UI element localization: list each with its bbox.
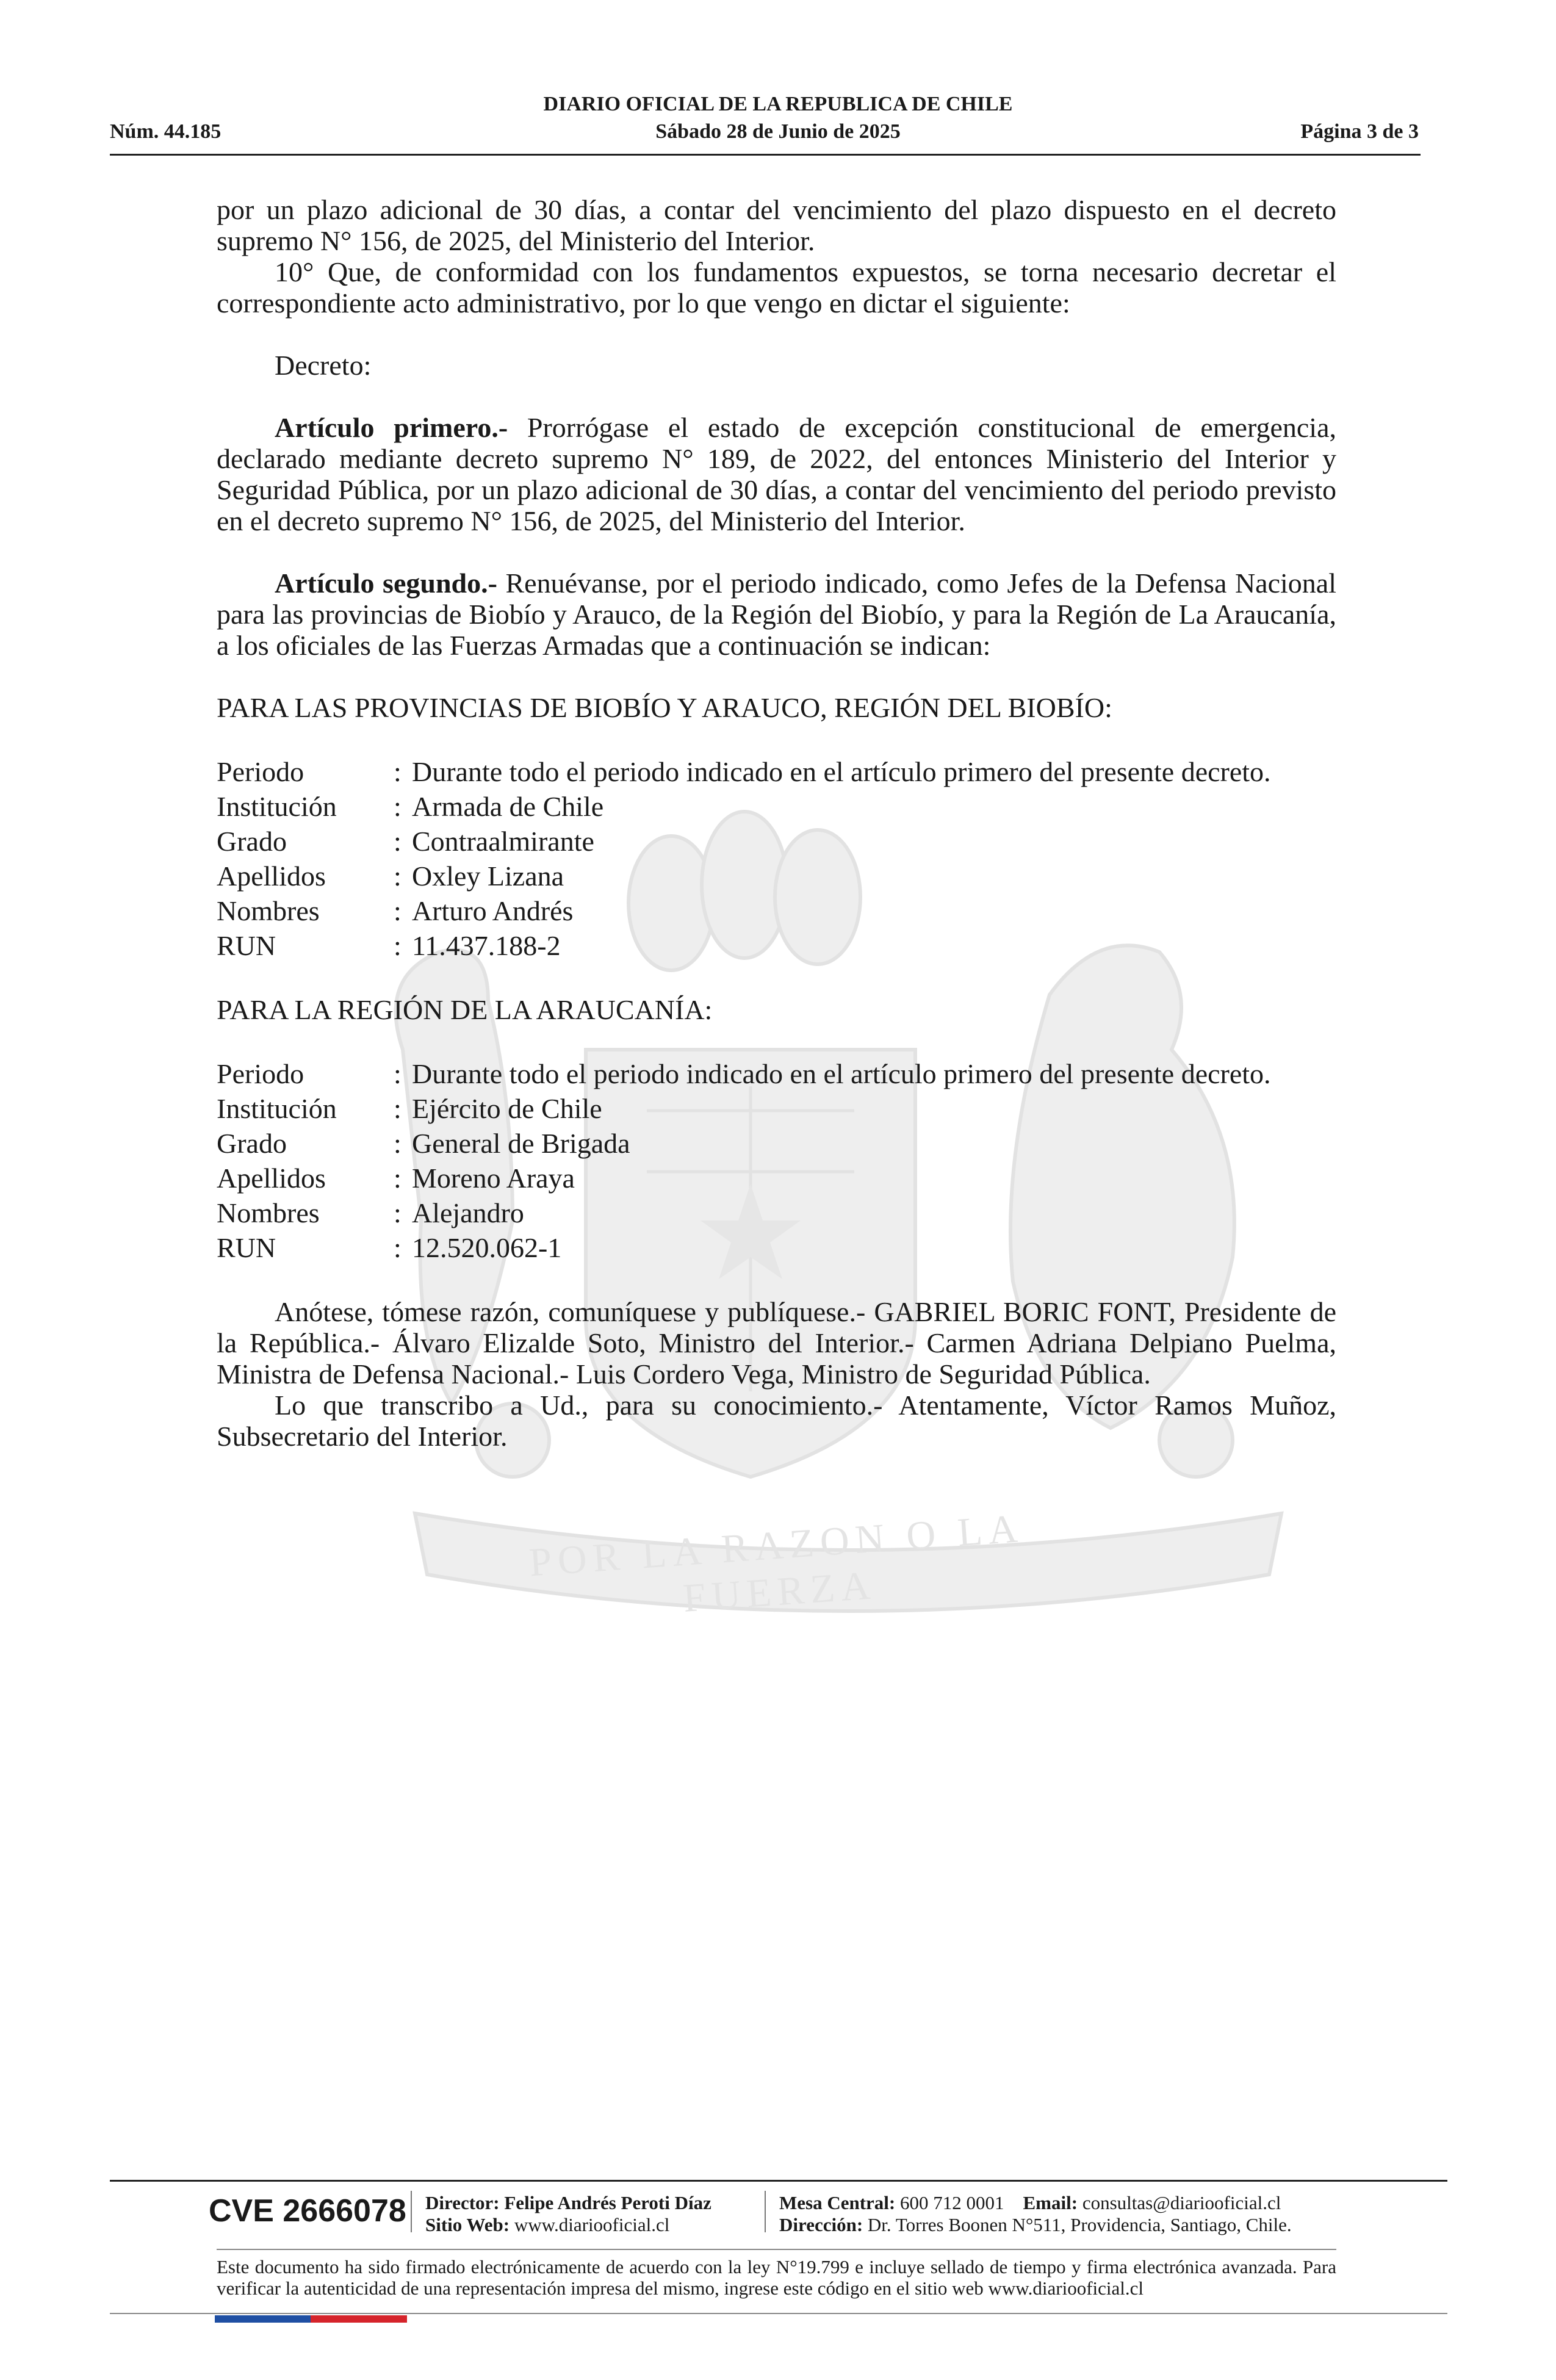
website-label: Sitio Web:: [425, 2214, 510, 2235]
field-value: Durante todo el periodo indicado en el artículo primero del presente decreto.: [412, 756, 1271, 787]
table-row: [217, 789, 1271, 824]
footer-director-block: [425, 2192, 711, 2236]
section-heading-araucania: PARA LA REGIÓN DE LA ARAUCANÍA:: [217, 994, 713, 1025]
officer-table-araucania: [217, 1056, 1271, 1265]
field-value: Armada de Chile: [412, 791, 604, 822]
footer-separator: [765, 2191, 766, 2232]
field-label: Periodo: [217, 756, 304, 787]
field-label: Nombres: [217, 1197, 320, 1228]
field-label: Apellidos: [217, 1163, 326, 1194]
colon: :: [394, 1197, 402, 1228]
article-two: [217, 568, 1336, 661]
table-row: [217, 1126, 1271, 1161]
website-link[interactable]: www.diariooficial.cl: [514, 2214, 670, 2235]
table-row: [217, 1056, 1271, 1091]
flag-stripe-blue: [215, 2315, 311, 2323]
footer-divider: [110, 2180, 1447, 2182]
field-value: Alejandro: [412, 1197, 524, 1228]
field-label: Periodo: [217, 1058, 304, 1089]
colon: :: [394, 930, 402, 961]
document-body: [217, 194, 1336, 1452]
table-row: [217, 928, 1271, 963]
article-two-label: Artículo segundo.-: [275, 568, 497, 599]
article-one-text: Prorrógase el estado de excepción constitucional de emergencia, declarado mediante decreto supremo N° 189, de 2022, del entonces Ministerio del Interior y Seguridad Pública, por un plazo adicional de 30 días, a contar del vencimiento del periodo previsto en el decreto supremo N° 156, de 2025, del Ministerio del Interior.: [217, 412, 1336, 536]
director-label: Director:: [425, 2192, 500, 2213]
footer-separator: [411, 2191, 412, 2232]
email-label: Email:: [1023, 2192, 1078, 2213]
digital-signature-note: Este documento ha sido firmado electrónicamente de acuerdo con la ley N°19.799 e incluye sellado de tiempo y firma electrónica avanzada. Para verificar la autenticidad de una representación impresa del mismo, ingrese este código en el sitio web www.diariooficial.cl: [217, 2256, 1336, 2299]
footer-divider: [110, 2313, 1447, 2314]
field-value: Contraalmirante: [412, 826, 594, 857]
table-row: [217, 754, 1271, 789]
field-label: RUN: [217, 1232, 276, 1263]
phone-number: 600 712 0001: [900, 2192, 1004, 2213]
officer-table-biobio: [217, 754, 1271, 963]
article-one: [217, 412, 1336, 536]
colon: :: [394, 1232, 402, 1263]
field-label: Institución: [217, 791, 337, 822]
motto-watermark: POR LA RAZON O LA FUERZA: [527, 1506, 1025, 1621]
flag-stripe-red: [311, 2315, 407, 2323]
email-link[interactable]: consultas@diariooficial.cl: [1082, 2192, 1281, 2213]
issue-number: Núm. 44.185: [110, 120, 222, 143]
footer-contact-block: [779, 2192, 1292, 2236]
field-value: General de Brigada: [412, 1128, 630, 1159]
issue-date: Sábado 28 de Junio de 2025: [655, 120, 901, 143]
header-divider: [110, 154, 1421, 156]
colon: :: [394, 1058, 402, 1089]
table-row: [217, 893, 1271, 928]
field-label: RUN: [217, 930, 276, 961]
decree-heading: Decreto:: [275, 350, 372, 381]
address-label: Dirección:: [779, 2214, 863, 2235]
paragraph: 10° Que, de conformidad con los fundamentos expuestos, se torna necesario decretar el correspondiente acto administrativo, por lo que vengo en dictar el siguiente:: [217, 256, 1336, 319]
footer-divider: [217, 2249, 1336, 2250]
colon: :: [394, 1163, 402, 1194]
colon: :: [394, 895, 402, 926]
address: Dr. Torres Boonen N°511, Providencia, Santiago, Chile.: [867, 2214, 1292, 2235]
colon: :: [394, 1093, 402, 1124]
field-value: 12.520.062-1: [412, 1232, 562, 1263]
colon: :: [394, 791, 402, 822]
field-label: Apellidos: [217, 860, 326, 892]
field-label: Grado: [217, 1128, 287, 1159]
table-row: [217, 1091, 1271, 1126]
closing-paragraph: Lo que transcribo a Ud., para su conocimiento.- Atentamente, Víctor Ramos Muñoz, Subsecretario del Interior.: [217, 1390, 1336, 1452]
table-row: [217, 1161, 1271, 1195]
field-label: Institución: [217, 1093, 337, 1124]
cve-code: CVE 2666078: [209, 2193, 406, 2229]
page-indicator: Página 3 de 3: [1300, 120, 1419, 143]
article-two-text: Renuévanse, por el periodo indicado, como Jefes de la Defensa Nacional para las provincias de Biobío y Arauco, de la Región del Biobío, y para la Región de La Araucanía, a los oficiales de las Fuerzas Armadas que a continuación se indican:: [217, 568, 1336, 661]
field-value: Oxley Lizana: [412, 860, 564, 892]
field-value: Moreno Araya: [412, 1163, 575, 1194]
table-row: [217, 824, 1271, 859]
field-value: Durante todo el periodo indicado en el artículo primero del presente decreto.: [412, 1058, 1271, 1089]
section-heading-biobio: PARA LAS PROVINCIAS DE BIOBÍO Y ARAUCO, REGIÓN DEL BIOBÍO:: [217, 692, 1112, 723]
field-label: Nombres: [217, 895, 320, 926]
paragraph: por un plazo adicional de 30 días, a contar del vencimiento del plazo dispuesto en el decreto supremo N° 156, de 2025, del Ministerio del Interior.: [217, 194, 1336, 256]
table-row: [217, 859, 1271, 893]
colon: :: [394, 1128, 402, 1159]
colon: :: [394, 860, 402, 892]
field-label: Grado: [217, 826, 287, 857]
field-value: 11.437.188-2: [412, 930, 561, 961]
field-value: Ejército de Chile: [412, 1093, 602, 1124]
colon: :: [394, 756, 402, 787]
closing-paragraph: Anótese, tómese razón, comuníquese y publíquese.- GABRIEL BORIC FONT, Presidente de la República.- Álvaro Elizalde Soto, Ministro del Interior.- Carmen Adriana Delpiano Puelma, Ministra de Defensa Nacional.- Luis Cordero Vega, Ministro de Seguridad Pública.: [217, 1296, 1336, 1390]
table-row: [217, 1195, 1271, 1230]
field-value: Arturo Andrés: [412, 895, 574, 926]
gazette-title: DIARIO OFICIAL DE LA REPUBLICA DE CHILE: [543, 93, 1013, 115]
table-row: [217, 1230, 1271, 1265]
phone-label: Mesa Central:: [779, 2192, 896, 2213]
director-name: Felipe Andrés Peroti Díaz: [504, 2192, 711, 2213]
article-one-label: Artículo primero.-: [275, 412, 508, 443]
colon: :: [394, 826, 402, 857]
